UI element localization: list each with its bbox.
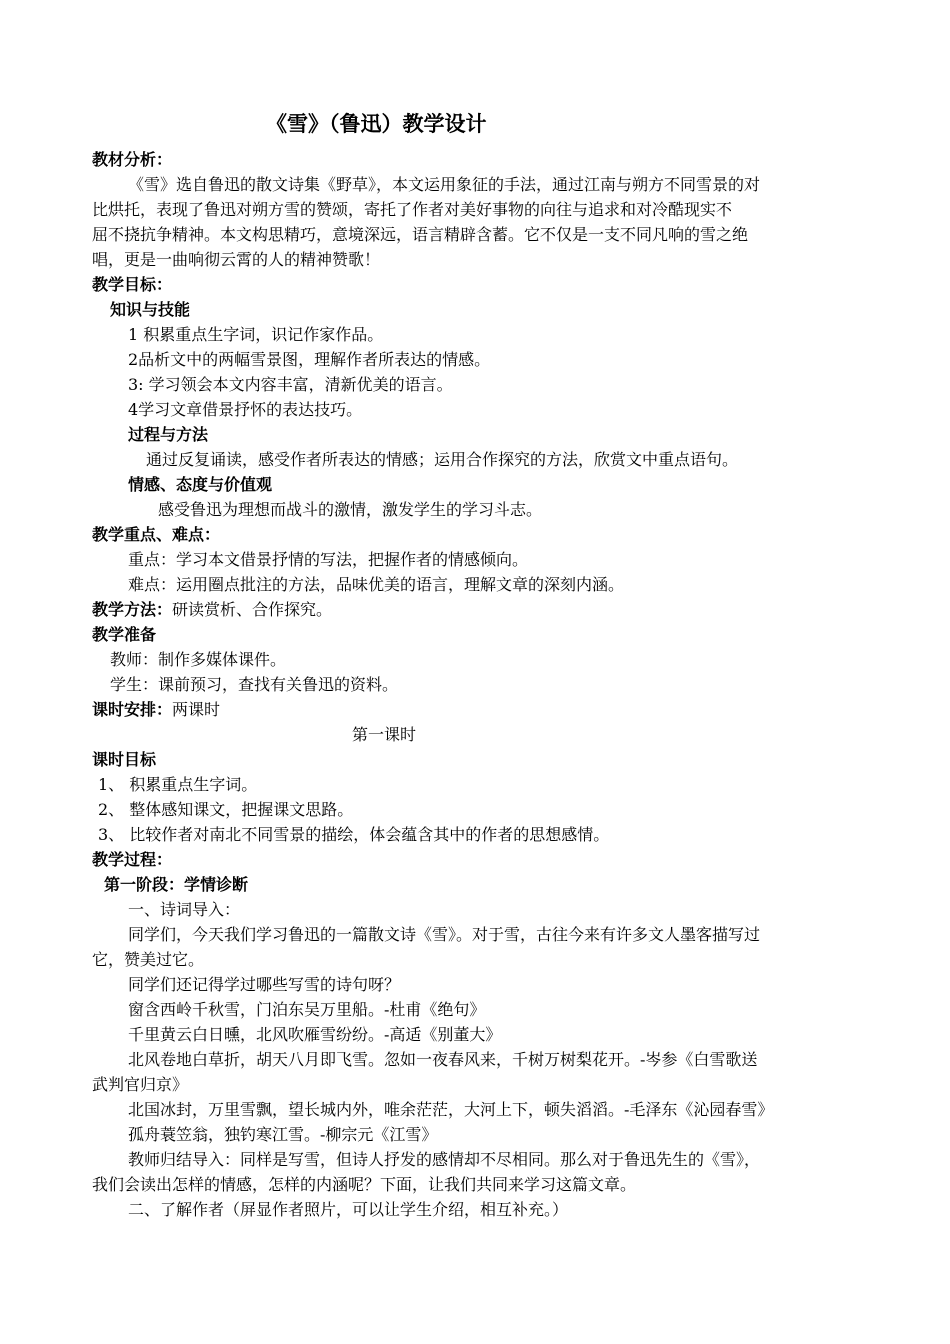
subsection-heading: 过程与方法 (128, 425, 209, 444)
paragraph-line: 教师归结导入：同样是写雪，但诗人抒发的感情却不尽相同。那么对于鲁迅先生的《雪》， (128, 1150, 761, 1169)
poem-line: 孤舟蓑笠翁，独钓寒江雪。-柳宗元《江雪》 (128, 1125, 438, 1144)
poem-line: 北国冰封，万里雪飘，望长城内外，唯余茫茫，大河上下，顿失滔滔。-毛泽东《沁园春雪》 (128, 1100, 774, 1119)
list-item: 3: 学习领会本文内容丰富，清新优美的语言。 (128, 375, 453, 394)
paragraph-line: 《雪》选自鲁迅的散文诗集《野草》，本文运用象征的手法，通过江南与朔方不同雪景的对 (128, 175, 761, 194)
list-item: 4学习文章借景抒怀的表达技巧。 (128, 400, 363, 419)
paragraph-line: 一、诗词导入： (128, 900, 241, 919)
subsection-heading: 情感、态度与价值观 (128, 475, 273, 494)
section-heading: 教材分析： (92, 150, 173, 169)
paragraph-line: 教师：制作多媒体课件。 (110, 650, 287, 669)
poem-line: 北风卷地白草折，胡天八月即飞雪。忽如一夜春风来，千树万树梨花开。-岑参《白雪歌送 (128, 1050, 758, 1069)
poem-line: 千里黄云白日曛，北风吹雁雪纷纷。-高适《别董大》 (128, 1025, 502, 1044)
list-item: 1 积累重点生字词，识记作家作品。 (128, 325, 384, 344)
page-title: 《雪》（鲁迅）教学设计 (266, 112, 487, 136)
paragraph-line: 学生：课前预习，查找有关鲁迅的资料。 (110, 675, 399, 694)
list-item: 2品析文中的两幅雪景图，理解作者所表达的情感。 (128, 350, 491, 369)
paragraph-line: 同学们还记得学过哪些写雪的诗句呀？ (128, 975, 401, 994)
paragraph-line: 我们会读出怎样的情感，怎样的内涵呢？下面，让我们共同来学习这篇文章。 (92, 1175, 637, 1194)
subsection-heading: 第一阶段：学情诊断 (104, 875, 249, 894)
paragraph-line: 屈不挠抗争精神。本文构思精巧，意境深远，语言精辟含蓄。它不仅是一支不同凡响的雪之绝 (92, 225, 749, 244)
subsection-heading: 知识与技能 (110, 300, 191, 319)
method-text: 研读赏析、合作探究。 (172, 600, 333, 619)
section-heading: 教学准备 (92, 625, 157, 644)
paragraph-line: 同学们，今天我们学习鲁迅的一篇散文诗《雪》。对于雪，古往今来有许多文人墨客描写过 (128, 925, 761, 944)
section-heading: 教学过程： (92, 850, 173, 869)
poem-line: 武判官归京》 (92, 1075, 189, 1094)
paragraph-line: 二、了解作者（屏显作者照片，可以让学生介绍，相互补充。） (128, 1200, 569, 1219)
lesson-title: 第一课时 (352, 725, 417, 744)
poem-line: 窗含西岭千秋雪，门泊东吴万里船。-杜甫《绝句》 (128, 1000, 486, 1019)
list-item: 1、 积累重点生字词。 (98, 775, 258, 794)
paragraph-line: 感受鲁迅为理想而战斗的激情，激发学生的学习斗志。 (158, 500, 543, 519)
list-item: 2、 整体感知课文，把握课文思路。 (98, 800, 354, 819)
paragraph-line: 它，赞美过它。 (92, 950, 205, 969)
section-heading: 教学重点、难点： (92, 525, 221, 544)
section-heading: 课时目标 (92, 750, 157, 769)
paragraph-line: 唱，更是一曲响彻云霄的人的精神赞歌！ (92, 250, 381, 269)
paragraph-line: 比烘托，表现了鲁迅对朔方雪的赞颂，寄托了作者对美好事物的向往与追求和对冷酷现实不 (92, 200, 733, 219)
schedule-text: 两课时 (172, 700, 221, 719)
section-heading: 教学目标： (92, 275, 173, 294)
paragraph-line: 通过反复诵读，感受作者所表达的情感；运用合作探究的方法，欣赏文中重点语句。 (146, 450, 739, 469)
paragraph-line: 难点：运用圈点批注的方法，品味优美的语言，理解文章的深刻内涵。 (128, 575, 625, 594)
method-line (92, 598, 332, 622)
schedule-line (92, 698, 220, 722)
list-item: 3、 比较作者对南北不同雪景的描绘，体会蕴含其中的作者的思想感情。 (98, 825, 610, 844)
section-heading: 课时安排： (92, 700, 173, 719)
section-heading: 教学方法： (92, 600, 173, 619)
paragraph-line: 重点：学习本文借景抒情的写法，把握作者的情感倾向。 (128, 550, 529, 569)
